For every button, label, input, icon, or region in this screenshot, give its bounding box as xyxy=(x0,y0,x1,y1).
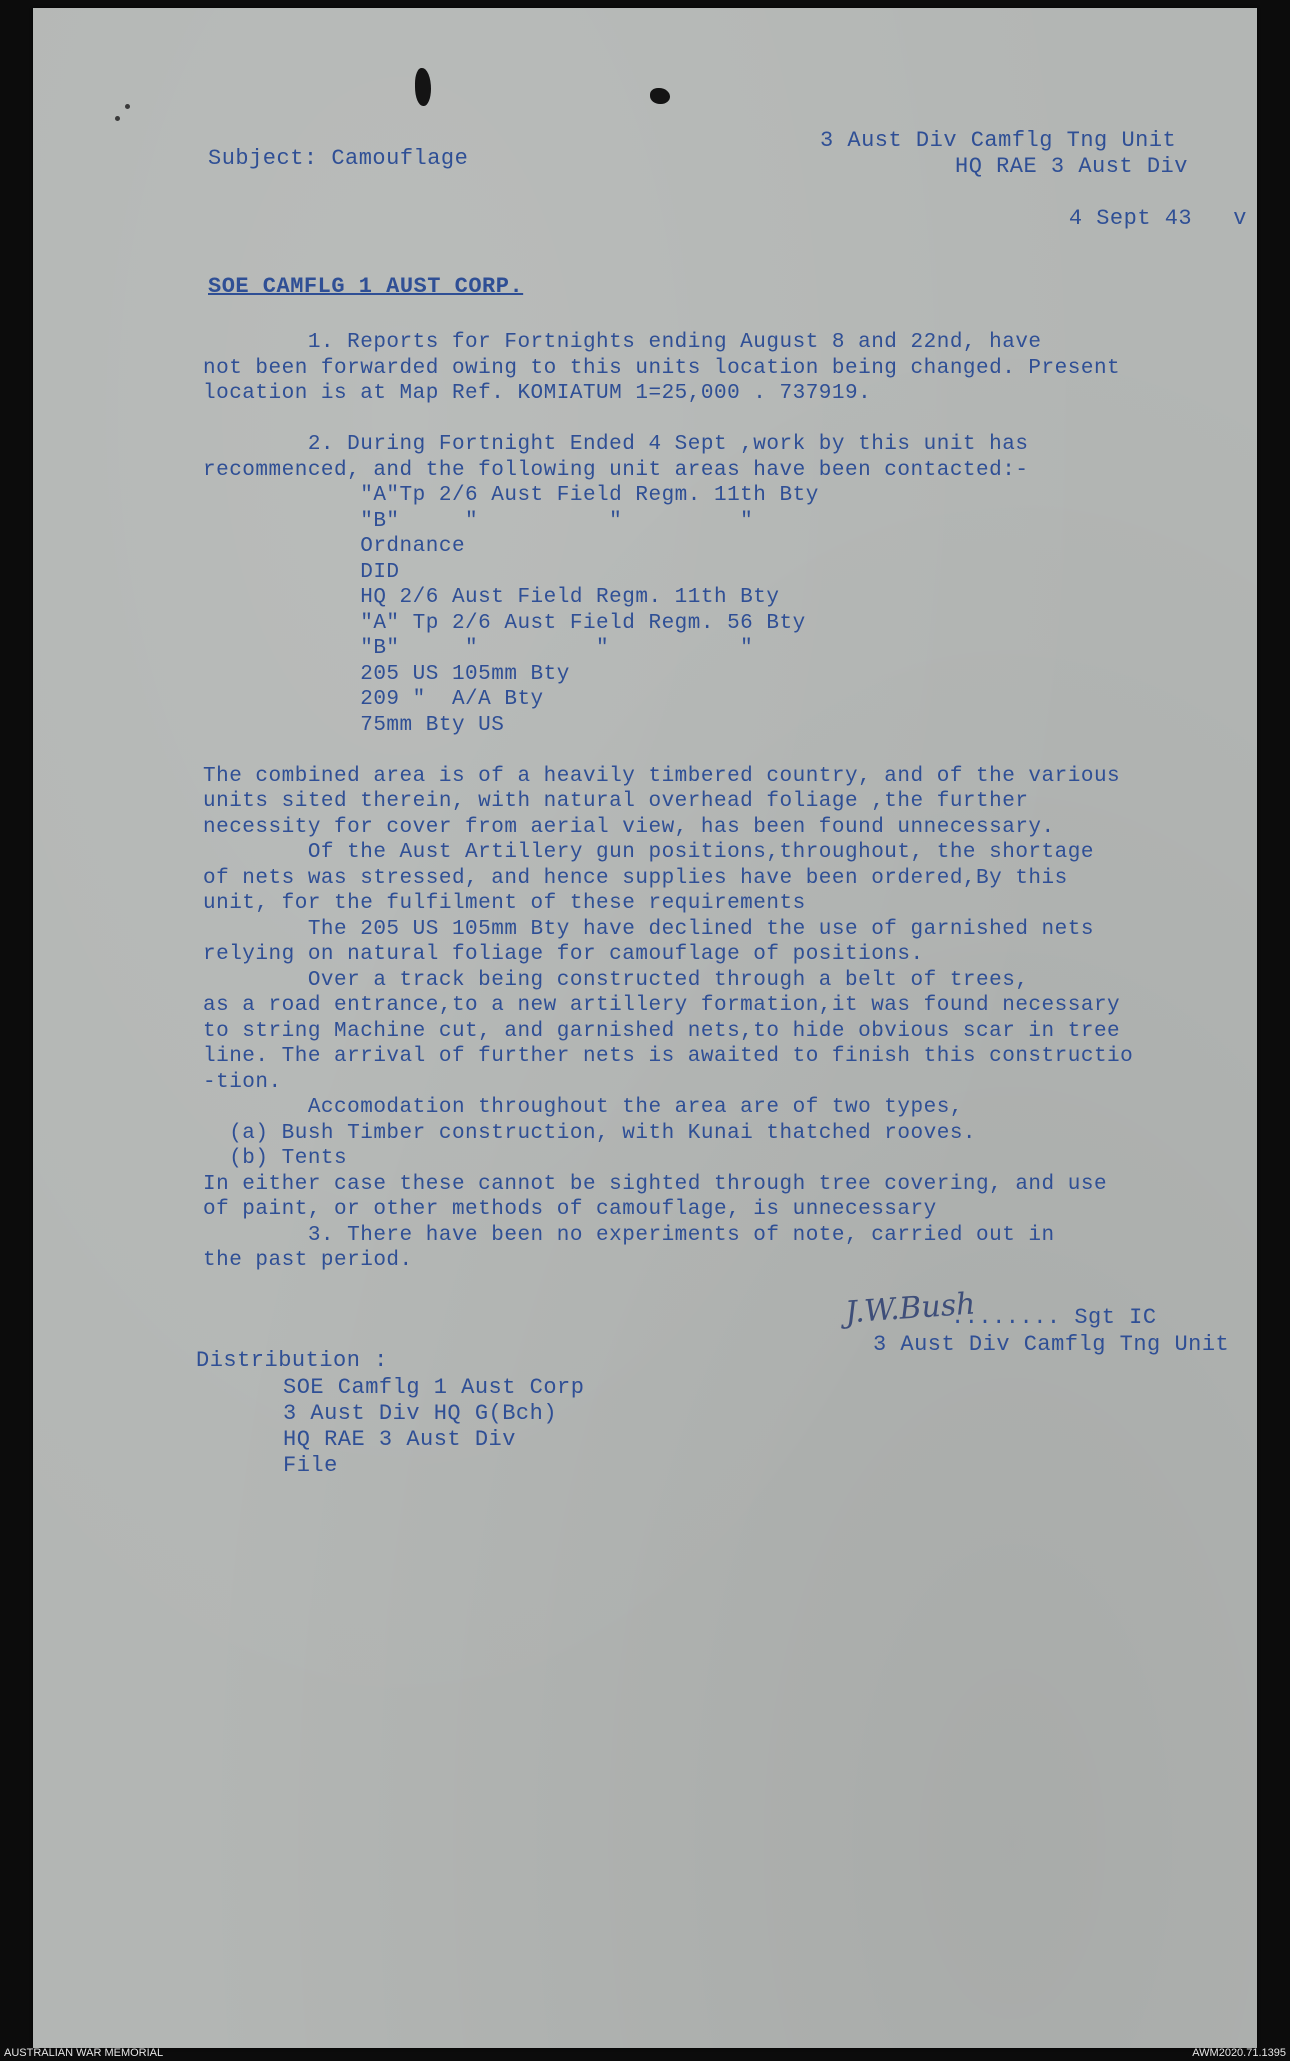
body-line: The combined area is of a heavily timbered country, and of the various xyxy=(203,764,1121,788)
body-line: of paint, or other methods of camouflage, is unnecessary xyxy=(203,1198,937,1221)
body-line: The 205 US 105mm Bty have declined the use of garnished nets xyxy=(203,917,1094,941)
body-line: (b) Tents xyxy=(203,1147,348,1170)
body-line: 2. During Fortnight Ended 4 Sept ,work by this unit has xyxy=(203,433,1029,456)
signature-handwriting: J.W.Bush xyxy=(843,1286,977,1331)
unit-line-2: HQ RAE 3 Aust Div xyxy=(955,154,1188,179)
body-line xyxy=(203,738,1133,764)
body-line: Ordnance xyxy=(203,535,466,558)
body-line: "A" Tp 2/6 Aust Field Regm. 56 Bty xyxy=(203,611,806,635)
body-line: "A"Tp 2/6 Aust Field Regm. 11th Bty xyxy=(203,484,819,507)
body-text xyxy=(203,330,1133,1274)
body-line: recommenced, and the following unit areas have been contacted:- xyxy=(203,458,1029,482)
body-line: relying on natural foliage for camouflage of positions. xyxy=(203,943,924,966)
distribution-item: HQ RAE 3 Aust Div xyxy=(283,1427,516,1452)
date-line xyxy=(1014,180,1247,258)
date: 4 Sept 43 xyxy=(1068,206,1193,231)
signature-title: ........ Sgt IC xyxy=(951,1305,1157,1330)
body-line: Over a track being constructed through a belt of trees, xyxy=(203,968,1029,992)
ink-spot xyxy=(115,116,120,121)
body-line: 3. There have been no experiments of note, carried out in xyxy=(203,1223,1055,1247)
punch-hole xyxy=(650,88,670,104)
body-line: 75mm Bty US xyxy=(203,713,505,737)
body-line xyxy=(203,407,1133,433)
date-mark: v xyxy=(1233,206,1247,231)
document-page xyxy=(33,8,1257,2048)
unit-line-1: 3 Aust Div Camflg Tng Unit xyxy=(820,128,1177,153)
signature-unit: 3 Aust Div Camflg Tng Unit xyxy=(873,1332,1230,1357)
body-line: (a) Bush Timber construction, with Kunai thatched rooves. xyxy=(203,1121,977,1145)
body-line: not been forwarded owing to this units location being changed. Present xyxy=(203,356,1121,380)
body-line: units sited therein, with natural overhead foliage ,the further xyxy=(203,790,1029,813)
body-line: necessity for cover from aerial view, has been found unnecessary. xyxy=(203,815,1055,839)
body-line: "B" " " " xyxy=(203,637,754,660)
body-line: Of the Aust Artillery gun positions,throughout, the shortage xyxy=(203,841,1094,864)
body-line: line. The arrival of further nets is awaited to finish this constructio xyxy=(203,1045,1134,1068)
body-line: as a road entrance,to a new artillery formation,it was found necessary xyxy=(203,994,1121,1017)
body-line: 205 US 105mm Bty xyxy=(203,662,570,686)
footer-left: AUSTRALIAN WAR MEMORIAL xyxy=(4,2047,164,2059)
distribution-item: SOE Camflg 1 Aust Corp xyxy=(283,1375,585,1400)
punch-hole xyxy=(415,68,431,106)
body-line: DID xyxy=(203,560,400,584)
body-line: of nets was stressed, and hence supplies have been ordered,By this xyxy=(203,866,1068,890)
body-line: Accomodation throughout the area are of two types, xyxy=(203,1096,963,1119)
body-line: HQ 2/6 Aust Field Regm. 11th Bty xyxy=(203,586,780,609)
body-line: to string Machine cut, and garnished nets,to hide obvious scar in tree xyxy=(203,1019,1121,1043)
body-line: In either case these cannot be sighted through tree covering, and use xyxy=(203,1172,1108,1196)
distribution-item: File xyxy=(283,1453,338,1478)
body-line: the past period. xyxy=(203,1249,413,1272)
body-line: location is at Map Ref. KOMIATUM 1=25,000 . 737919. xyxy=(203,382,872,405)
body-line: -tion. xyxy=(203,1070,282,1094)
distribution-heading: Distribution : xyxy=(196,1348,388,1373)
body-line: "B" " " " xyxy=(203,509,754,533)
body-line: 209 " A/A Bty xyxy=(203,688,544,711)
ink-spot xyxy=(125,104,130,109)
distribution-item: 3 Aust Div HQ G(Bch) xyxy=(283,1401,558,1426)
subject-line: Subject: Camouflage xyxy=(208,146,469,171)
body-line: unit, for the fulfilment of these requirements xyxy=(203,892,806,915)
footer-right: AWM2020.71.1395 xyxy=(1192,2047,1286,2059)
body-line: 1. Reports for Fortnights ending August 8 and 22nd, have xyxy=(203,331,1042,354)
addressee: SOE CAMFLG 1 AUST CORP. xyxy=(208,274,524,299)
